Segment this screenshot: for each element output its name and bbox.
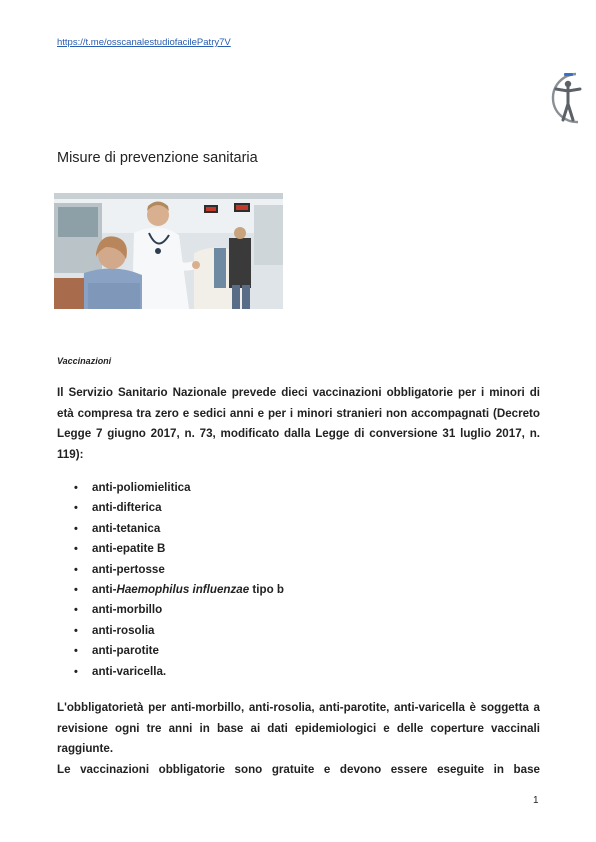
vaccine-item [57, 478, 284, 498]
vaccine-item [57, 498, 284, 518]
vaccine-label: anti-parotite [92, 644, 159, 658]
vaccine-item [57, 580, 284, 600]
vaccine-label: anti-morbillo [92, 603, 163, 617]
vaccine-label: anti-difterica [92, 501, 162, 515]
vaccine-list [57, 478, 284, 682]
section-heading: Vaccinazioni [57, 356, 112, 366]
free-vaccination-text: Le vaccinazioni obbligatorie sono gratuite e devono essere eseguite in base [57, 762, 540, 776]
obligation-paragraph [57, 698, 540, 780]
vaccine-item [57, 539, 284, 559]
vaccine-label: anti-rosolia [92, 623, 155, 637]
bullet-icon: • [74, 563, 78, 576]
bullet-icon: • [74, 502, 78, 515]
intro-paragraph: Il Servizio Sanitario Nazionale prevede dieci vaccinazioni obbligatorie per i minori di età compresa tra zero e sedici anni e per i minori stranieri non accompagnati (Decreto Legge 7 giugno 2017, n. 73, modificato dalla Legge di conversione 31 luglio 2017, n. 119): [57, 386, 540, 461]
vaccine-label: anti-varicella. [92, 664, 167, 678]
bullet-icon: • [74, 604, 78, 617]
bullet-icon: • [74, 522, 78, 535]
vaccine-label: anti-epatite B [92, 542, 166, 556]
telegram-link[interactable]: https://t.me/osscanalestudiofacilePatry7V [57, 37, 231, 48]
bullet-icon: • [74, 645, 78, 658]
obligation-text: L'obbligatorietà per anti-morbillo, anti-rosolia, anti-parotite, anti-varicella è soggetta a revisione ogni tre anni in base ai dati epidemiologici e delle coperture vaccinali raggiunte. [57, 701, 540, 755]
bullet-icon: • [74, 665, 78, 678]
vaccine-item [57, 560, 284, 580]
bullet-icon: • [74, 543, 78, 556]
vaccine-item [57, 519, 284, 539]
page-title: Misure di prevenzione sanitaria [57, 150, 258, 166]
bullet-icon: • [74, 584, 78, 597]
page-number: 1 [533, 795, 539, 806]
vaccine-item [57, 662, 284, 682]
vaccine-item [57, 621, 284, 641]
vaccine-label: anti-poliomielitica [92, 481, 191, 494]
vaccine-label: anti-pertosse [92, 562, 165, 576]
bullet-icon: • [74, 624, 78, 637]
vaccine-label-suffix: tipo b [249, 583, 284, 597]
bullet-icon: • [74, 482, 78, 494]
vaccine-label-italic: Haemophilus influenzae [116, 583, 250, 597]
vaccine-item [57, 600, 284, 620]
vaccine-item [57, 641, 284, 661]
vitruvian-logo [542, 70, 590, 126]
vaccine-label: anti- [92, 583, 117, 597]
doctor-patient-photo [54, 193, 283, 309]
vaccine-label: anti-tetanica [92, 521, 161, 535]
